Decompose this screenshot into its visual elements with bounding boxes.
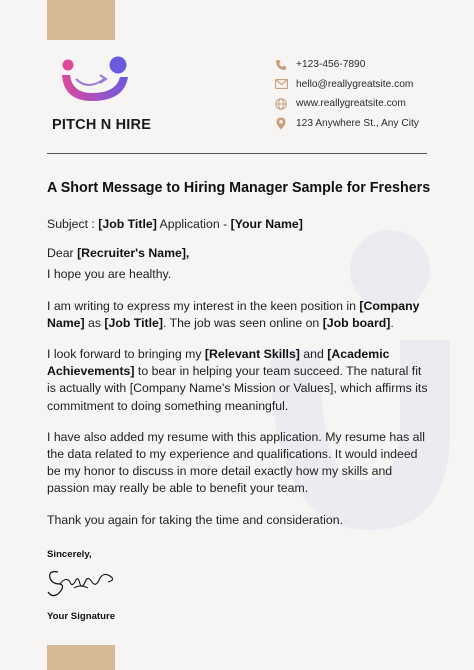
pitch-n-hire-logo-icon: [58, 55, 138, 107]
bottom-accent-tab: [47, 645, 115, 670]
salutation: Dear [Recruiter's Name],: [47, 246, 190, 261]
contact-website-text: www.reallygreatsite.com: [296, 98, 406, 110]
paragraph-3: I look forward to bringing my [Relevant Skills] and [Academic Achievements] to bear in helping your team succeed. The natural fit is actually with [Company Name's Mission or Values], which affirms its commitment to doing something meaningful.: [47, 347, 428, 413]
letter-body: [47, 216, 432, 543]
contact-phone: [274, 55, 464, 75]
contact-block: [274, 55, 464, 133]
paragraph-5: Thank you again for taking the time and consideration.: [47, 512, 343, 527]
globe-icon: [274, 97, 288, 111]
closing: Sincerely,: [47, 549, 92, 560]
subject-line: Subject : [Job Title] Application - [Your Name]: [47, 217, 303, 231]
contact-website: [274, 94, 464, 114]
paragraph-4: I have also added my resume with this application. My resume has all the data related to my experience and qualifications. It would indeed be my honor to discuss in more detail exactly how my skills and passion may really be able to benefit your team.: [47, 429, 425, 496]
contact-address: [274, 114, 464, 134]
top-accent-tab: [47, 0, 115, 40]
phone-icon: [274, 58, 288, 72]
mail-icon: [274, 77, 288, 91]
contact-phone-text: +123-456-7890: [296, 59, 366, 71]
paragraph-2: I am writing to express my interest in the keen position in [Company Name] as [Job Title]. The job was seen online on [Job board].: [47, 298, 420, 330]
contact-address-text: 123 Anywhere St., Any City: [296, 117, 419, 129]
location-pin-icon: [274, 116, 288, 130]
paragraph-1: I hope you are healthy.: [47, 267, 172, 282]
header-divider: [47, 153, 427, 154]
letter-title: A Short Message to Hiring Manager Sample for Freshers: [47, 180, 431, 196]
contact-email: [274, 75, 464, 95]
signature-label: Your Signature: [47, 611, 116, 622]
handwritten-signature: [44, 562, 124, 602]
contact-email-text: hello@reallygreatsite.com: [296, 78, 414, 90]
brand-name: PITCH N HIRE: [52, 117, 152, 133]
